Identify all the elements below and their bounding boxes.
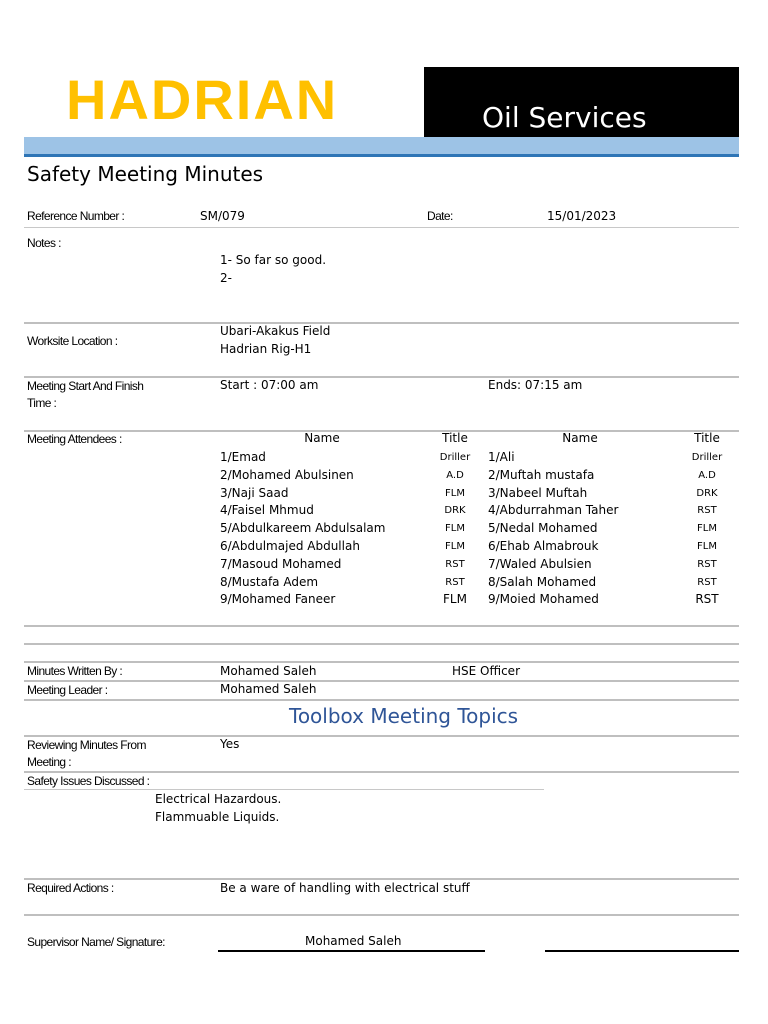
divider [24,661,739,663]
meeting-start: Start : 07:00 am [220,378,319,392]
attendee-title: DRK [444,505,466,517]
notes-line: 1- So far so good. [220,253,327,267]
attendee-title: RST [445,576,465,588]
company-tagline: Oil Services [482,101,647,134]
meeting-time-label: Meeting Start And Finish Time : [27,379,144,410]
divider [24,625,739,627]
attendees-label: Meeting Attendees : [27,432,122,446]
divider [24,430,739,432]
date-label: Date: [427,209,453,223]
attendee-name: 6/Abdulmajed Abdullah [220,539,360,553]
attendee-title: RST [445,558,465,570]
name-column-header: Name [562,431,598,445]
attendee-title: FLM [445,487,465,499]
title-column-header: Title [442,431,468,445]
divider [24,789,544,790]
attendee-name: 7/Waled Abulsien [488,556,592,571]
safety-issue-item: Flammuable Liquids. [155,810,280,824]
attendee-name: 8/Salah Mohamed [488,574,597,589]
attendee-name: 4/Faisel Mhmud [220,503,314,518]
notes-label: Notes : [27,236,61,250]
meeting-leader-label: Meeting Leader : [27,683,108,697]
attendee-name: 6/Ehab Almabrouk [488,539,599,553]
divider [24,699,739,701]
reference-label: Reference Number : [27,209,125,223]
attendee-name: 5/Abdulkareem Abdulsalam [220,521,386,536]
attendee-name: 2/Muftah mustafa [488,467,595,482]
attendee-title: Driller [691,452,723,463]
attendee-title: RST [695,592,719,607]
attendee-name: 4/Abdurrahman Taher [488,503,619,518]
notes-line: 2- [220,271,232,285]
toolbox-topics-title: Toolbox Meeting Topics [289,704,519,728]
attendee-name: 3/Naji Saad [220,485,289,500]
attendee-title: RST [697,505,717,517]
attendee-name: 9/Mohamed Faneer [220,592,336,607]
reference-value: SM/079 [200,209,245,223]
reviewing-value: Yes [220,737,240,751]
meeting-leader-value: Mohamed Saleh [220,682,317,696]
attendee-name: 1/Emad [220,450,266,464]
attendee-title: RST [697,558,717,570]
supervisor-label: Supervisor Name/ Signature: [27,935,165,949]
attendee-title: FLM [445,541,465,552]
divider [24,914,739,916]
supervisor-name-line [218,950,485,952]
attendee-name: 3/Nabeel Muftah [488,485,588,500]
name-column-header: Name [304,431,340,445]
company-logo-text: HADRIAN [66,68,339,131]
attendee-title: FLM [443,592,467,607]
minutes-written-by-label: Minutes Written By : [27,664,123,678]
reviewing-label: Reviewing Minutes From Meeting : [27,738,146,769]
meeting-end: Ends: 07:15 am [488,378,583,392]
required-actions-label: Required Actions : [27,881,114,895]
worksite-line: Ubari-Akakus Field [220,324,331,338]
attendee-title: Driller [439,452,471,463]
divider [24,643,739,645]
header-band-rule [24,154,739,157]
attendee-name: 5/Nedal Mohamed [488,521,598,536]
attendee-title: A.D [698,469,716,481]
attendee-title: FLM [697,541,717,552]
signature-line [545,950,739,952]
divider [24,227,739,228]
required-actions-value: Be a ware of handling with electrical stuff [220,881,470,895]
attendee-title: FLM [697,523,717,535]
divider [24,322,739,324]
safety-issues-label: Safety Issues Discussed : [27,774,150,788]
attendee-name: 7/Masoud Mohamed [220,556,342,571]
minutes-written-by-role: HSE Officer [452,664,520,678]
attendee-name: 8/Mustafa Adem [220,574,319,589]
worksite-label: Worksite Location : [27,334,118,348]
minutes-written-by-value: Mohamed Saleh [220,664,317,678]
attendee-title: FLM [445,523,465,535]
safety-issue-item: Electrical Hazardous. [155,792,282,806]
title-column-header: Title [694,431,720,445]
header-band [24,137,739,154]
date-value: 15/01/2023 [547,209,617,223]
attendee-title: DRK [696,487,718,499]
attendee-title: A.D [446,469,464,481]
attendee-title: RST [697,576,717,588]
divider [24,680,739,682]
attendee-name: 2/Mohamed Abulsinen [220,467,354,482]
worksite-line: Hadrian Rig-H1 [220,342,312,356]
supervisor-name: Mohamed Saleh [305,934,402,948]
attendee-name: 1/Ali [488,450,515,464]
attendee-name: 9/Moied Mohamed [488,592,599,607]
document-title: Safety Meeting Minutes [27,162,264,186]
